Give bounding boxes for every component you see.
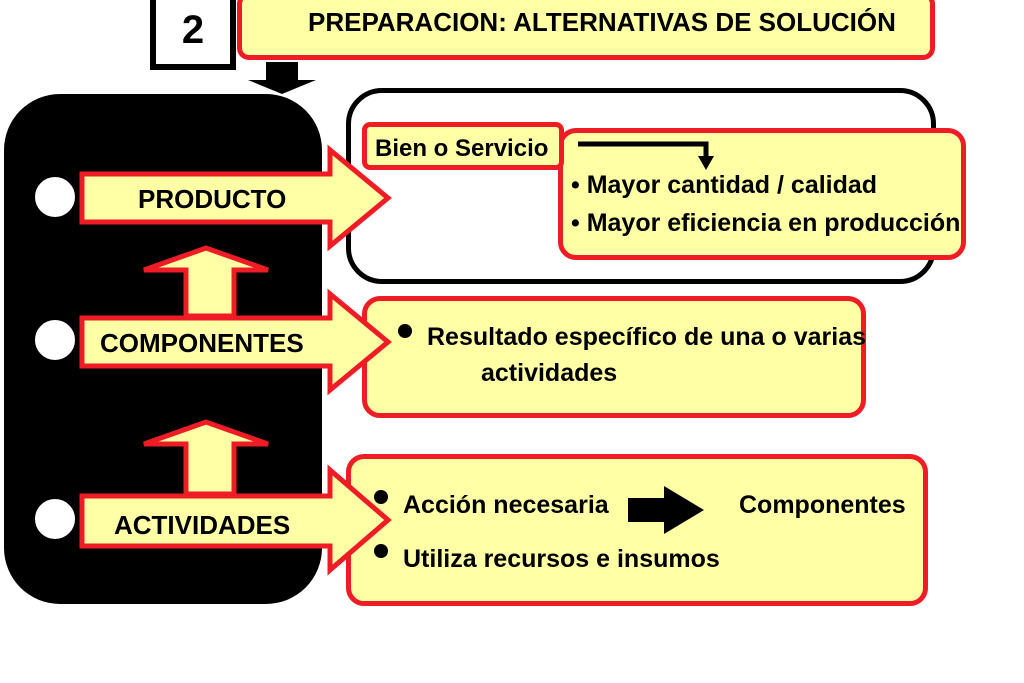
componentes-node	[33, 318, 77, 362]
producto-bullet-1: • Mayor cantidad / calidad	[571, 171, 878, 199]
accion-arrow	[628, 486, 704, 534]
producto-node	[33, 175, 77, 219]
page-title: PREPARACION: ALTERNATIVAS DE SOLUCIÓN	[308, 7, 896, 37]
up-arrow-to-componentes	[144, 422, 268, 494]
connector-arrowhead	[698, 156, 714, 170]
actividades-bullet-1	[374, 490, 388, 504]
actividades-item-1: Acción necesaria	[403, 491, 609, 519]
producto-bullet-2: • Mayor eficiencia en producción	[571, 209, 961, 237]
actividades-node	[33, 497, 77, 541]
producto-label: PRODUCTO	[138, 184, 287, 214]
actividades-item-2: Utiliza recursos e insumos	[403, 545, 720, 573]
step-number: 2	[181, 8, 205, 52]
componentes-text-1: Resultado específico de una o varias	[427, 323, 867, 351]
down-arrow	[248, 62, 316, 94]
actividades-bullet-2	[374, 544, 388, 558]
connector-line	[578, 144, 706, 160]
componentes-bullet	[398, 324, 412, 338]
bien-servicio-label: Bien o Servicio	[375, 135, 549, 162]
componentes-label: COMPONENTES	[100, 328, 304, 358]
componentes-text-2: actividades	[481, 359, 618, 387]
up-arrow-to-producto	[144, 248, 268, 316]
actividades-item-1-target: Componentes	[739, 491, 906, 519]
actividades-label: ACTIVIDADES	[114, 510, 291, 540]
